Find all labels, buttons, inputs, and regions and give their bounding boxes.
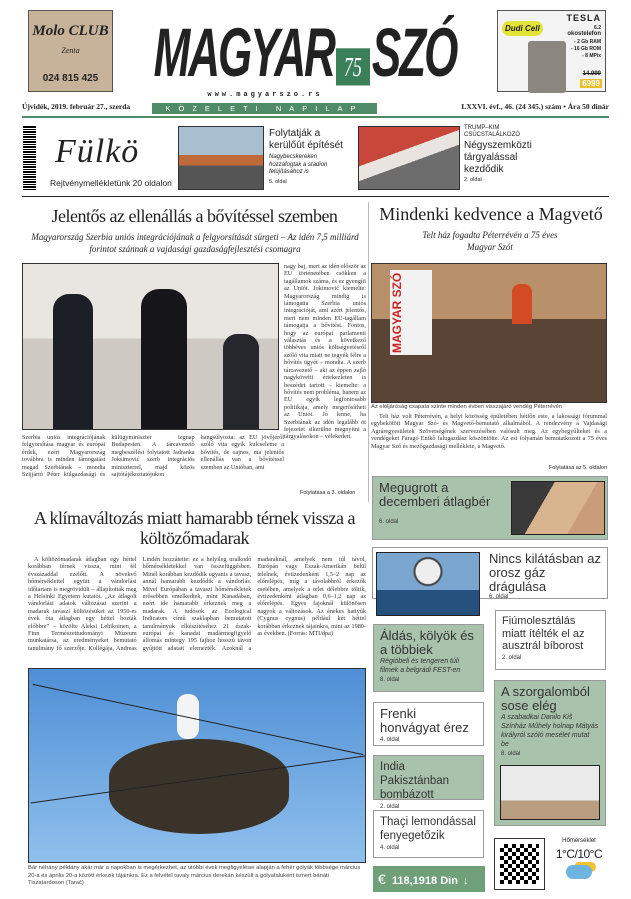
magveto-caption: Az elöljáróság csapata szinte minden évben visszajáró vendég Péterrévén: [371, 404, 563, 410]
fulko-text[interactable]: Rejtvénymellékletünk 20 oldalon: [50, 178, 172, 188]
issue-date: Újvidék, 2019. február 27., szerda: [22, 102, 131, 111]
box-page: 8. oldal: [501, 751, 521, 757]
logo-75-badge: 75: [336, 48, 370, 85]
qr-code[interactable]: [494, 838, 545, 890]
magyar-szo-banner: MAGYAR SZÓ: [390, 270, 432, 355]
gauge-photo: [376, 552, 480, 616]
box-page: 6. oldal: [489, 594, 509, 600]
issue-number: LXXVI. évf., 46. (24 345.) szám • Ára 50 dinár: [461, 102, 609, 111]
euro-icon: €: [378, 871, 386, 887]
header-rule: [22, 116, 609, 118]
ad-spec: - 8 MPix: [582, 53, 601, 59]
weather-label: Hőmérséklet: [562, 838, 596, 844]
box-title: Frenki honvágyat érez: [380, 706, 469, 735]
summit-photo: [358, 126, 460, 190]
box-gaz[interactable]: [372, 547, 608, 599]
teaser-title: Négyszemközti tárgyalással kezdődik: [464, 140, 532, 175]
lead-photo: [22, 263, 279, 430]
ad-spec: - 2 Gb RAM: [574, 39, 601, 45]
weather-temp: 1°C/10°C: [555, 847, 603, 861]
website[interactable]: www.magyarszo.rs: [207, 91, 323, 99]
box-atlagber[interactable]: [372, 476, 608, 540]
cloud-sun-icon: [566, 865, 592, 879]
ad-molo-sub: Zenta: [61, 46, 80, 55]
teaser-page: 2. oldal: [464, 177, 482, 183]
box-india[interactable]: [373, 755, 484, 810]
ad-molo-phone: 024 815 425: [42, 73, 99, 84]
box-title: Fiúmolesztálás miatt ítélték el az ausztrál bíborost: [502, 615, 585, 652]
ad-molo-club[interactable]: [28, 10, 113, 92]
teaser-summit[interactable]: [464, 125, 574, 183]
box-thaci[interactable]: [373, 810, 484, 858]
magveto-body: Telt ház volt Péterrévén, a helyi közösség épületében hétfőn este, a lakossági fórummal egybekötött Magyar Szó- és Magvető-bemutató alkalmából. A rendezvény a Vajdasági Agráregyesületek Szövetségének szervezésében valósult meg. Az egybegyűlteket és a vendégeket Faragó Enikő falugazdász köszöntötte. Az est folyamán bemutatkozott a 75 éves Magyar Szó és mezőgazdasági melléklete, a Magvető.: [371, 413, 607, 450]
teaser-sub: Nagybecskereken hozzáfogtak a stadion felújításához is: [269, 154, 328, 175]
teaser-road[interactable]: [269, 128, 349, 185]
column-divider: [368, 202, 369, 502]
lead-continued[interactable]: Folytatása a 3. oldalon: [300, 490, 356, 496]
box-title: Thaçi lemondással fenyegetőzik: [380, 816, 476, 842]
teaser-page: 5. oldal: [269, 178, 287, 185]
stork-photo: [28, 668, 366, 863]
logo-magyar: MAGYAR: [153, 15, 334, 92]
ad-molo-name: Molo CLUB: [32, 23, 109, 39]
road-construction-photo: [178, 126, 264, 190]
weather: [550, 838, 608, 879]
euro-rate: [373, 866, 485, 892]
magveto-subtitle: Telt ház fogadta Péterrévén a 75 éves Magyar Szót: [422, 230, 558, 252]
ad-price: 6999: [582, 79, 600, 88]
box-title: India Pakisztánban bombázott: [380, 761, 450, 801]
logo-szo: SZÓ: [371, 15, 457, 92]
box-title: Áldás, kölyök és a többiek: [380, 628, 474, 657]
climate-body: A költözőmadarak átlagban egy héttel korábban térnek vissza, mint fél évszázaddal ezelőtt. A növekvő hőmérséklettel együtt a vándorlási időtartam is megrövidült – állapították meg a Helsinki Egyetem kutatói. „Az átlagolt vándorlási adatok változásai szerint a madarak tavaszi költözésüket az 1950-es évek óta átlagban egy héttel hozták előbbre” – közölte Aleksi Lehikoinen, a Finn Természettudományi Múzeum munkatársa, az eredményeket bemutató tanulmány fő szerzője. Kollégája, Andreas Lindén hozzátette: ez a helyileg uralkodó hőmérsékletekkel van összefüggésben. Minél korábban kezdődik ugyanis a tavasz, annál hamarabb kezdődik a vándorlás. Mivel Európában a tavaszi hőmérsékletek erősebben emelkedtek, mint Kanadában, ezért ide hamarabb érkeznek meg a madarak. A tudósok az Ecological Indicators című szaklapban bemutatott tanulmányuk elkészítéséhez 21 észak-európai és kanadai madármegfigyelő állomás mintegy 195 fajhoz hosszú távon gyűjtött adatait elemezték. Azoknál a madaraknál, amelyek nem túl távol, Európán vagy Észak-Amerikán belül telelnek, évtizedenként 1,5–2 nap az előrelépés, míg a távolabbról érkezők esetében, amelyek a telet délebbre töltik, évtizedenként átlagban 0,6–1,2 nap az előrelépés. Egyes fajoknál különösen nagyok a változások. Az énekes hattyúk (Cygnus cygnus) például két héttel korábban érkeznek tájainkra, mint az 1980-as években. (Forrás: MTI/dpa): [28, 556, 366, 652]
box-page: 2. oldal: [502, 654, 522, 661]
ad-model: 6.2: [594, 25, 601, 31]
lead-subtitle: Magyarország Szerbia uniós integrációjának a felgyorsítását sürgeti – Az idén 7,5 milliárd forintot szánnak a vajdasági gazdaságfejlesztési csomagra: [31, 232, 359, 254]
box-title: Nincs kilátásban az orosz gáz drágulása: [489, 551, 601, 594]
euro-value: 118,1918 Din: [391, 875, 458, 887]
ad-tesla[interactable]: [497, 10, 606, 92]
fulko-logo[interactable]: Fülkö: [55, 133, 140, 170]
box-aldas[interactable]: [373, 624, 484, 692]
box-sub: A szabadkai Danilo Kiš Színház Műhely holnap Mátyás királyról szóló mesélet mutat be: [501, 714, 599, 748]
theater-photo: [500, 765, 600, 820]
ad-old-price: 14.999: [582, 71, 601, 77]
box-page: 6. oldal: [379, 519, 399, 525]
teaser-title: Folytatják a kerülőút építését: [269, 128, 343, 151]
stork-caption: Bár néhány példány akár már a napokban is megérkezhet, az utóbbi évek megfigyelései alapján a fehér gólyák többsége március 20-a és április 20-a között érkezik tájainkra. Ez a felvétel tavaly március derekán készült a gólyafaluként ismert bánáti Tiszatardoson (Tarač): [28, 865, 361, 886]
box-title: A szorgalomból sose elég: [501, 684, 590, 713]
ad-brand: Dudi Cell: [502, 21, 543, 36]
box-page: 2. oldal: [380, 804, 400, 810]
box-fiumolesztalas[interactable]: [495, 610, 606, 670]
tagline: KÖZELETI NAPILAP: [152, 103, 377, 114]
box-title: Megugrott a decemberi átlagbér: [379, 480, 491, 509]
box-page: 4. oldal: [380, 737, 400, 743]
lead-body-bottom: Szerbia uniós integrációjának felgyorsítása magyar és európai érdek, ezért Magyarország továbbra is minden támogatást megad Szerbiának – mondta Szijjártó Péter külgazdasági és külügyminiszter tegnap Budapesten. A tárcavezető megbeszélést folytatott Jadranka Joksimović szerb integrációs miniszterrel, majd közös sajtótájékoztatójukon hangsúlyozta: az EU jövőjéről szóló vita egyik kulcseleme a bővítés, de sajnos, ma jelentős ellenállás van a bővítéssel szemben az Unióban, ami: [22, 434, 284, 479]
ad-product: TESLA: [566, 13, 601, 23]
barcode: [23, 125, 36, 190]
masthead-logo[interactable]: [140, 8, 470, 92]
ad-spec: - 16 Gb ROM: [570, 46, 601, 52]
box-frenki[interactable]: [373, 702, 484, 746]
teaser-kicker: TRUMP–KIM CSÚCSTALÁLKOZÓ: [464, 125, 520, 138]
lead-title[interactable]: Jelentős az ellenállás a bővítéssel szemben: [51, 206, 338, 226]
magveto-continued[interactable]: Folytatása az 5. oldalon: [548, 465, 607, 471]
box-szorgalom[interactable]: [494, 680, 606, 826]
box-sub: Régióbeli és tengeren túli filmek a belgrádi FEST-en: [380, 658, 461, 674]
ad-type: okostelefon: [567, 31, 601, 37]
magveto-photo: [371, 263, 607, 403]
box-page: 8. oldal: [380, 677, 400, 683]
teaser-rule: [22, 196, 609, 197]
money-photo: [511, 481, 605, 535]
climate-title[interactable]: A klímaváltozás miatt hamarabb térnek vissza a költözőmadarak: [34, 508, 355, 548]
arrow-down-icon: ↓: [462, 875, 469, 887]
magveto-title[interactable]: Mindenki kedvence a Magvető: [379, 204, 603, 224]
box-page: 4. oldal: [380, 845, 400, 851]
phone-image: [528, 41, 566, 93]
lead-body-side: nagy baj, mert az idén először az EU történetében csökken a tagállamok száma, és ez gyengíti az Uniót. Jokimović kiemelte: Magyarország mindig is támogatta Szerbia uniós integrációját, ami azért jelentős, mert nem minden EU-tagállam támogatja a bővítést. Fontos, hogy az európai parlamenti választás és a következő többéves uniós költségvetésről szóló vita miatt ne tegyék félre a bővítés ügyét – mondta. A szerb tárcavezető – aki az éppen zajló nagykövetti értekezleten is beszédet tartott – kiemelte: a bővítés nem probléma, hanem az EU egyik legfontosabb politikája, amely megerősítheti az Uniót. Jó lenne, ha Szerbiának az idén legalább öt fejezetet sikerülne megnyitni a tárgyalásokon – vélekedett.: [284, 263, 366, 441]
